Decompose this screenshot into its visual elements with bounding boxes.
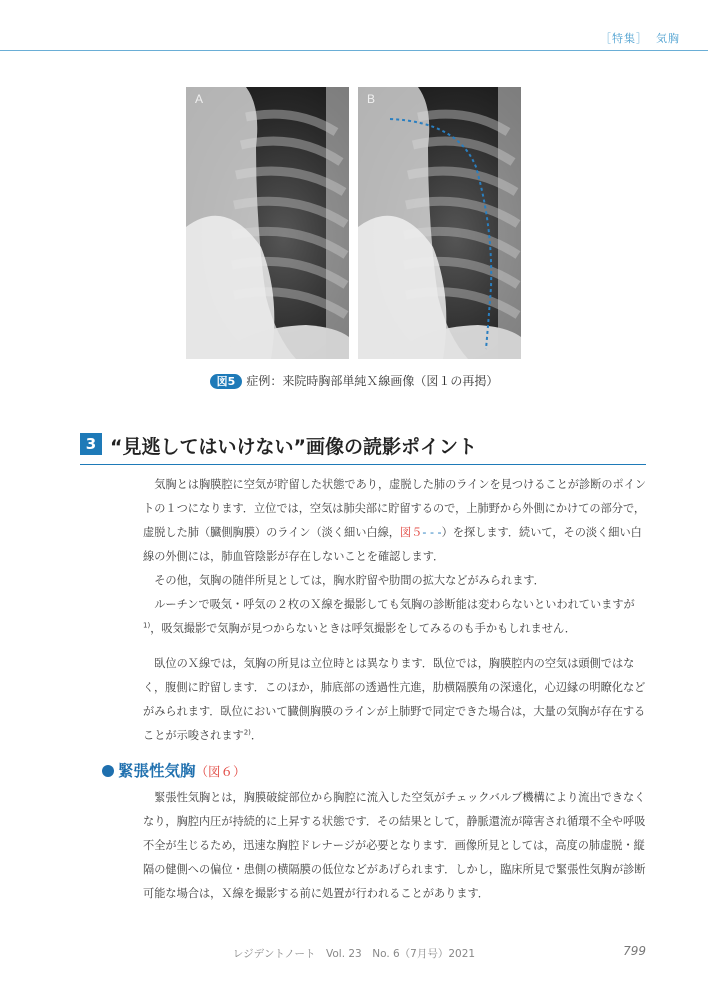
- paragraph-3-text: ルーチンで吸気・呼気の２枚のＸ線を撮影しても気胸の診断能は変わらないといわれていますが: [154, 598, 635, 611]
- figure-5-ref: 図５: [399, 526, 423, 539]
- running-header: [600, 30, 680, 46]
- section-heading: [80, 428, 646, 465]
- paragraph-1: [143, 473, 649, 569]
- header-rule: [0, 50, 708, 51]
- panel-label-a: A: [195, 92, 204, 106]
- panel-label-b: B: [367, 92, 376, 106]
- subsection-title: 緊張性気胸: [118, 762, 196, 780]
- citation-2: 2): [243, 728, 251, 737]
- subsection-heading: [102, 759, 246, 781]
- paragraph-4-text: 臥位のＸ線では，気胸の所見は立位時とは異なります．臥位では，胸膜腔内の空気は頭側ではなく，腹側に貯留します．このほか，肺底部の透過性亢進，肋横隔膜角の深遠化，心辺縁の明瞭化などがみられます．臥位において臓側胸膜のラインが上肺野で同定できた場合は，大量の気胸が存在することが示唆されます: [143, 657, 646, 742]
- paragraph-1-end: ）を探します．続いて，その淡く細い白線の外側には，肺血管陰影が存在しないことを確認します．: [143, 526, 642, 563]
- header-section: 気胸: [656, 32, 680, 45]
- section-title: “見逃してはいけない”画像の読影ポイント: [110, 436, 477, 458]
- xray-panel-a: [186, 87, 349, 359]
- figure-6-ref: （図６）: [195, 764, 246, 779]
- figure-caption-text: 症例：来院時胸部単純Ｘ線画像（図１の再掲）: [246, 374, 499, 388]
- bullet-dot-icon: [102, 765, 114, 777]
- subsection-body: 緊張性気胸とは，胸膜破綻部位から胸腔に流入した空気がチェックバルブ機構により流出できなくなり，胸腔内圧が持続的に上昇する状態です．その結果として，静脈還流が障害され循環不全や呼吸不全が生じるため，迅速な胸腔ドレナージが必要となります．画像所見としては，高度の肺虚脱・縦隔の健側への偏位・患側の横隔膜の低位などがあげられます．しかし，臨床所見で緊張性気胸が診断可能な場合は，Ｘ線を撮影する前に処置が行われることがあります．: [143, 791, 646, 900]
- section-number: 3: [80, 433, 102, 455]
- paragraph-3-end: ，吸気撮影で気胸が見つからないときは呼気撮影をしてみるのも手かもしれません．: [150, 622, 576, 635]
- footer-journal: レジデントノート Vol. 23 No. 6（7月号）2021: [232, 948, 476, 960]
- header-tag: ［特集］: [600, 32, 648, 45]
- citation-1: 1): [143, 621, 151, 630]
- dashed-line-legend: - - -: [422, 526, 442, 539]
- paragraph-1-text: 気胸とは胸膜腔に空気が貯留した状態であり，虚脱した肺のラインを見つけることが診断のポイントの１つになります．立位では，空気は肺尖部に貯留するので，上肺野から外側にかけての部分で，虚脱した肺（臓側胸膜）のライン（淡く細い白線，: [143, 478, 647, 539]
- paragraph-3: [143, 593, 649, 641]
- paragraph-4-end: ．: [250, 729, 263, 742]
- page-number: 799: [623, 944, 646, 958]
- xray-panel-b: [358, 87, 521, 359]
- chest-xray-image-annotated: [358, 87, 521, 359]
- chest-xray-image: [186, 87, 349, 359]
- paragraph-4: [143, 652, 649, 748]
- figure-caption: [0, 372, 708, 389]
- figure-badge: 図5: [210, 374, 243, 389]
- paragraph-2: その他，気胸の随伴所見としては，胸水貯留や肋間の拡大などがみられます．: [154, 574, 545, 587]
